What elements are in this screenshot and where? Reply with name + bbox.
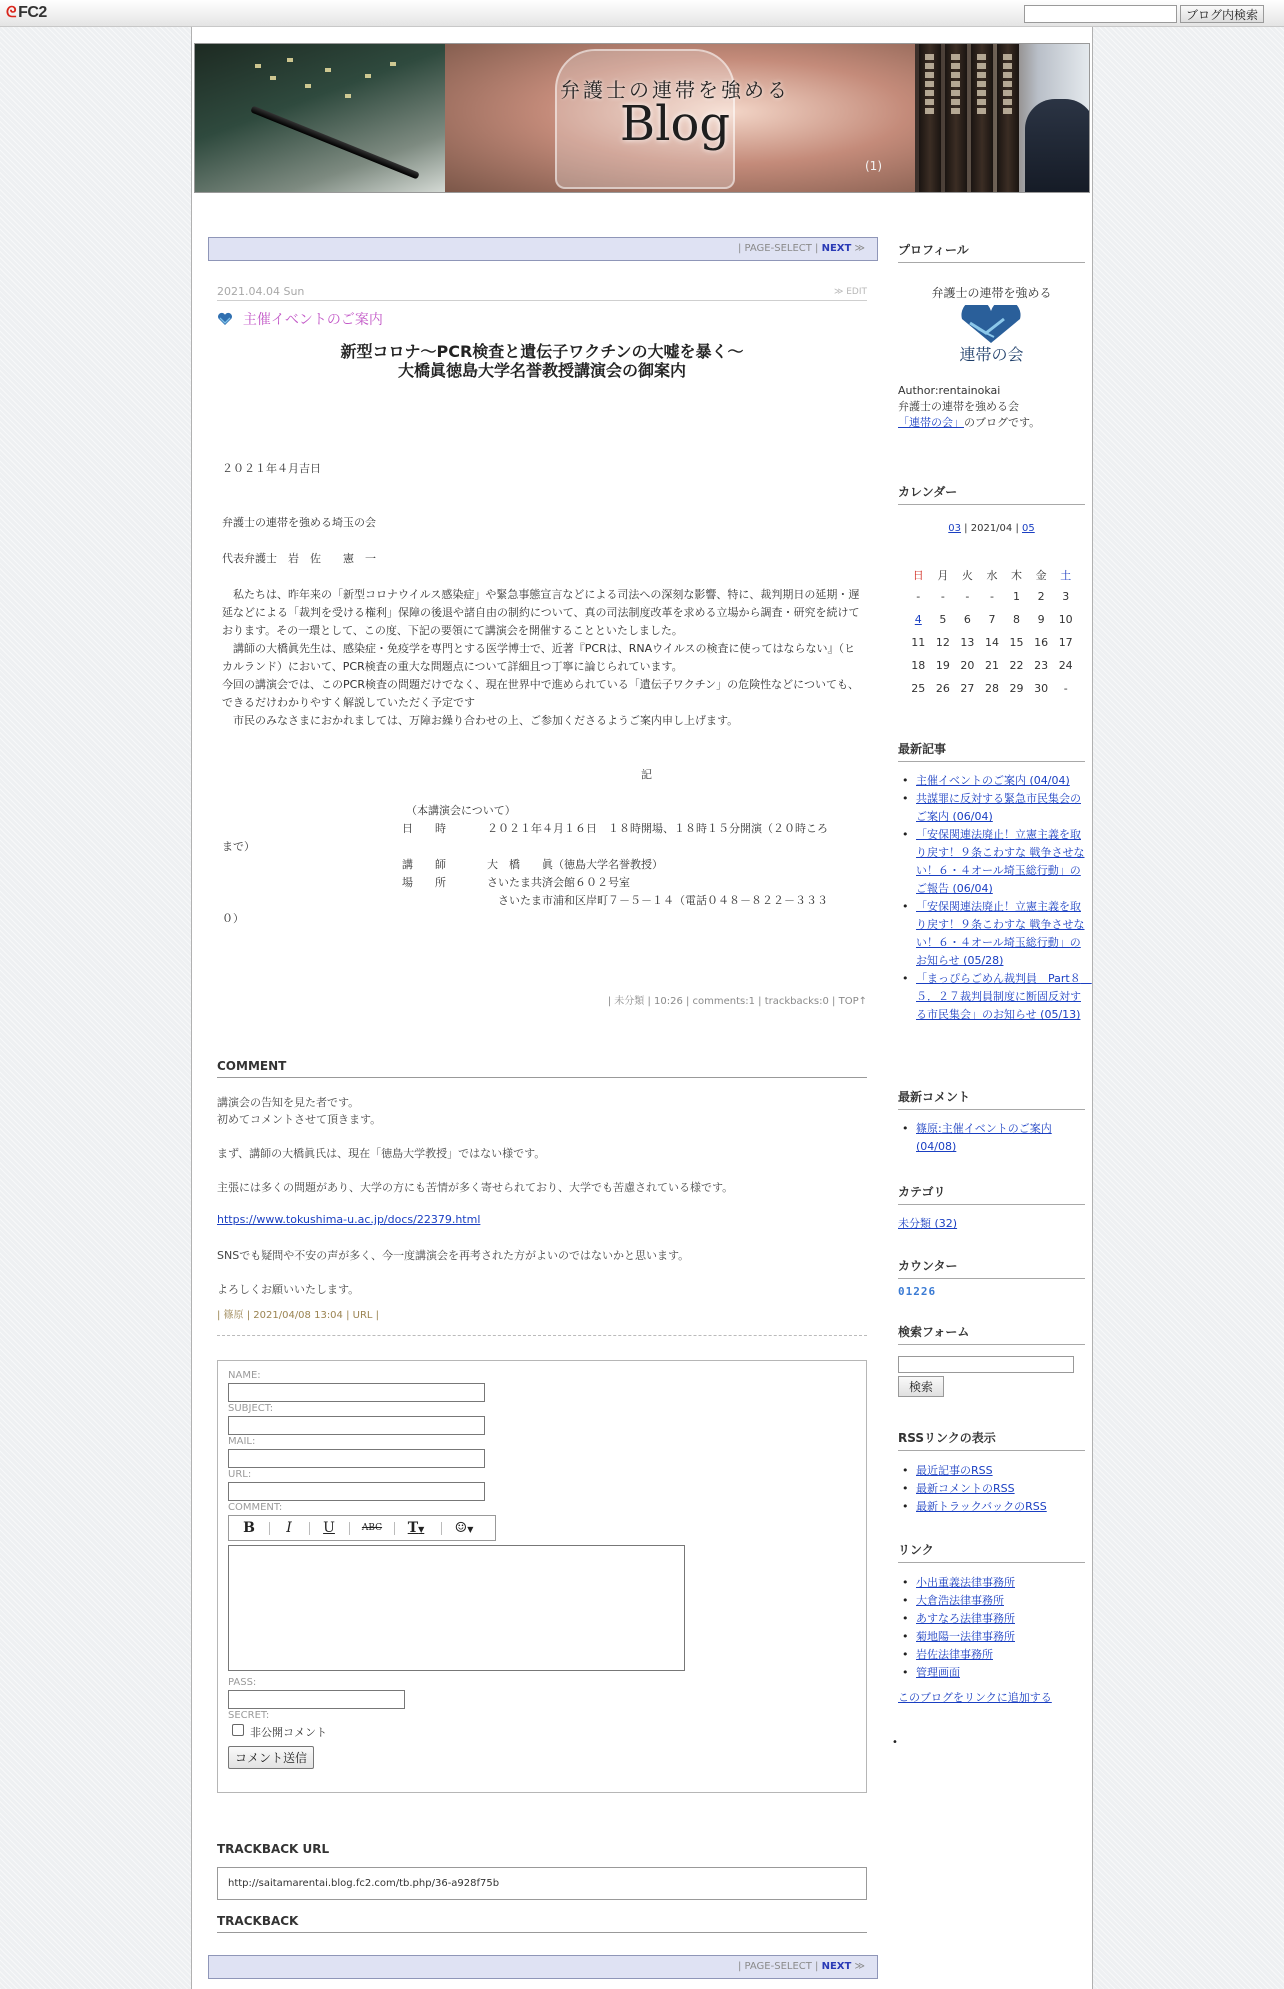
secret-checkbox[interactable] [232,1724,244,1736]
underline-button[interactable]: U [323,1520,335,1536]
entry-address-cont: ０） [222,912,244,925]
calendar-title: カレンダー [898,483,1085,505]
calendar-week-row [906,677,1078,700]
comment-line-5: SNSでも疑問や不安の声が多く、今一度講演会を再考された方がよいのではないかと思います。 [217,1249,690,1262]
calendar-table [906,565,1078,700]
bold-button[interactable]: B [243,1520,255,1536]
list-item [898,1120,1085,1156]
entry-date-row [217,285,867,301]
profile-suffix: のブログです。 [964,416,1041,429]
calendar-weekday: 日 [912,569,924,582]
calendar-weekday: 月 [937,569,949,582]
entry-date-label: 日 時 [402,822,446,835]
profile-title: プロフィール [898,241,1085,263]
page-select-label: | PAGE-SELECT | [737,1961,819,1972]
entry-lecturer-label: 講 師 [402,858,446,871]
list-item [898,790,1085,826]
strike-button[interactable]: ABC [361,1523,383,1533]
calendar-day: 28 [984,682,999,695]
name-input[interactable] [228,1383,485,1402]
fc2-top-bar [0,0,1284,27]
profile-link[interactable]: 「連帯の会」 [898,416,964,429]
stray-bullet: • [892,1737,898,1748]
list-item-link[interactable]: 岩佐法律事務所 [916,1648,993,1661]
list-item [898,1628,1085,1646]
calendar-week-row [906,631,1078,654]
list-item [898,1462,1085,1480]
banner-pen-image [250,106,420,180]
trackback-url-heading: TRACKBACK URL [217,1842,330,1856]
calendar-day: 10 [1058,613,1073,626]
caret-down-icon: ▼ [418,1524,425,1534]
fc2-logo[interactable] [6,4,47,22]
visitor-counter: 01226 [898,1285,937,1298]
calendar-week-row [906,608,1078,631]
submit-comment-button[interactable]: コメント送信 [228,1746,314,1769]
entry-date-line: ２０２１年４月吉日 [222,462,321,475]
list-item [898,1480,1085,1498]
list-item-link[interactable]: 篠原:主催イベントのご案内 (04/08) [916,1122,1052,1153]
calendar-day: 9 [1037,613,1045,626]
comment-label: COMMENT: [228,1502,283,1513]
list-item-link[interactable]: 共謀罪に反対する緊急市民集会のご案内 (06/04) [916,792,1081,823]
list-item [898,1646,1085,1664]
entry-para-4: できるだけわかりやすく解説していただく予定です [222,696,475,709]
recent-comments-list [898,1120,1085,1156]
category-title: カテゴリ [898,1183,1085,1205]
profile-tagline: 弁護士の連帯を強める [931,286,1052,300]
subject-input[interactable] [228,1416,485,1435]
calendar-day-link[interactable]: 4 [914,613,922,626]
recent-posts-title: 最新記事 [898,740,1085,762]
calendar-day: 13 [960,636,975,649]
url-label: URL: [228,1469,252,1480]
calendar-day: 12 [935,636,950,649]
list-item-link[interactable]: 「安保関連法廃止！立憲主義を取り戻す！９条こわすな 戦争させない！６・４オール埼玉総行動」のご報告 (06/04) [916,828,1085,895]
entry-heading [217,342,867,380]
comment-line-4: 主張には多くの問題があり、大学の方にも苦情が多く寄せられており、大学でも苦慮されている様です。 [217,1181,734,1194]
calendar-next-link[interactable]: 05 [1022,523,1035,534]
profile-logo-text: 連帯の会 [959,345,1024,364]
next-page-link[interactable]: NEXT [821,1961,852,1972]
caret-down-icon: ▼ [467,1525,474,1534]
sidebar-search-input[interactable] [898,1356,1074,1373]
text-format-label: T [407,1520,419,1536]
banner-subtitle: 弁護士の連帯を強める [560,78,790,102]
comment-line-2: 初めてコメントさせて頂きます。 [217,1113,382,1126]
category-row [898,1216,1085,1232]
list-item [898,826,1085,898]
italic-button[interactable]: I [286,1520,292,1536]
calendar-weekday: 木 [1011,569,1023,582]
calendar-day: 29 [1009,682,1024,695]
rss-list [898,1462,1085,1516]
category-link[interactable]: 未分類 (32) [898,1217,958,1230]
calendar-day: 20 [960,659,975,672]
subject-label: SUBJECT: [228,1403,274,1414]
calendar-day: - [989,590,994,603]
pass-label: PASS: [228,1677,257,1688]
calendar-day: 27 [960,682,975,695]
list-item-link[interactable]: 「まっぴらごめん裁判員 Part８ ５．２７裁判員制度に断固反対する市民集会」のお知らせ (05/13) [916,972,1092,1021]
entry-edit-link[interactable]: ≫ EDIT [833,287,867,297]
links-title: リンク [898,1541,1085,1563]
calendar-weekday: 火 [961,569,973,582]
comment-line-1: 講演会の告知を見た者です。 [217,1096,360,1109]
blog-banner[interactable] [194,43,1090,193]
entry-para-5: 市民のみなさまにおかれましては、万障お繰り合わせの上、ご参加くださるようご案内申し上げます。 [233,714,739,727]
fc2-logo-text: FC2 [18,4,47,21]
list-item-link[interactable]: 最新トラックバックのRSS [916,1500,1047,1513]
calendar-header-row [906,565,1078,585]
entry-address: さいたま市浦和区岸町７－５－１４（電話０４８－８２２－３３３ [498,894,828,907]
pass-input[interactable] [228,1690,405,1709]
list-item [898,1664,1085,1682]
mail-label: MAIL: [228,1436,256,1447]
entry-lecturer-value: 大 橋 眞（徳島大学名誉教授） [487,858,663,871]
category-heart-icon [217,312,233,326]
list-item [898,970,1092,1024]
calendar-day: 3 [1062,590,1070,603]
entry-about: （本講演会について） [406,804,516,817]
list-item [898,1498,1085,1516]
mail-input[interactable] [228,1449,485,1468]
entry-para-1: 私たちは、昨年来の「新型コロナウイルス感染症」や緊急事態宣言などによる司法への深刻な影響、特に、裁判期日の延期・遅延などによる「裁判を受ける権利」保障の後退や諸自由の制約について、真の司法制度改革を求める立場から調査・研究を続けております。その一環として、この度、下記の要領にて講演会を開催することといたしました。 [222,588,860,637]
list-item [898,1574,1085,1592]
calendar-day: 17 [1058,636,1073,649]
calendar-weekday: 金 [1035,569,1047,582]
blog-search-input[interactable] [1024,5,1177,23]
entry-date-value: ２０２１年４月１６日 １８時開場、１８時１５分開演（２０時ころ [487,822,828,835]
comment-textarea[interactable] [228,1545,685,1671]
blog-search-button[interactable]: ブログ内検索 [1180,5,1264,23]
entry-place-value: さいたま共済会館６０２号室 [487,876,630,889]
list-item-link[interactable]: 「安保関連法廃止！立憲主義を取り戻す！９条こわすな 戦争させない！６・４オール埼玉総行動」のお知らせ (05/28) [916,900,1085,967]
calendar-day: 15 [1009,636,1024,649]
next-arrow-icon: ≫ [854,1961,865,1972]
calendar-day: 8 [1013,613,1021,626]
list-item-link[interactable]: 主催イベントのご案内 (04/04) [916,774,1070,787]
calendar-day: 5 [939,613,947,626]
list-item [898,898,1085,970]
calendar-day: 11 [911,636,926,649]
list-item-link[interactable]: あすなろ法律事務所 [916,1612,1015,1625]
calendar-week-row [906,654,1078,677]
calendar-day: 24 [1058,659,1073,672]
list-item-link[interactable]: 菊地陽一法律事務所 [916,1630,1015,1643]
banner-mark: (1) [865,159,882,173]
comment-form [217,1360,867,1793]
entry-title-row [217,309,383,329]
url-input[interactable] [228,1482,485,1501]
profile-author: Author:rentainokai [898,384,1001,397]
emoji-icon: ☺ [454,1520,468,1536]
page-select-bar-top [208,237,878,261]
rss-title: RSSリンクの表示 [898,1429,1085,1451]
calendar-day: 21 [984,659,999,672]
editor-toolbar [228,1515,496,1541]
comment-line-6: よろしくお願いいたします。 [217,1283,360,1296]
calendar-month: | 2021/04 | [961,523,1022,534]
page-container [191,27,1093,1989]
calendar-day: 16 [1034,636,1049,649]
emoji-button[interactable] [447,1516,481,1540]
entry-title[interactable]: 主催イベントのご案内 [242,312,383,328]
links-list [898,1574,1085,1682]
fc2-logo-icon: ᘓ [6,4,17,21]
calendar-weekday: 水 [986,569,998,582]
calendar-day: 30 [1034,682,1049,695]
list-item-link[interactable]: 最新コメントのRSS [916,1482,1015,1495]
banner-city-image [195,44,445,193]
entry-para-2: 講師の大橋眞先生は、感染症・免疫学を専門とする医学博士で、近著『PCRは、RNAウイルスの検査に使ってはならない』（ヒカルランド）において、PCR検査の重大な問題点について詳細且つ丁寧に論じられています。 [222,642,855,673]
search-form-title: 検索フォーム [898,1323,1085,1345]
sidebar-search-button[interactable]: 検索 [898,1376,944,1397]
list-item-link[interactable]: 管理画面 [916,1666,960,1679]
entry-footer[interactable]: | 未分類 | 10:26 | comments:1 | trackbacks:0 | TOP↑ [607,996,867,1007]
profile-link-row [898,415,1085,431]
calendar-day: 19 [935,659,950,672]
calendar-week-row [906,585,1078,608]
calendar-day: 14 [984,636,999,649]
calendar-day: 2 [1037,590,1045,603]
calendar-day: 7 [988,613,996,626]
banner-title: Blog [619,96,731,152]
calendar-day: 1 [1013,590,1021,603]
list-item [898,1610,1085,1628]
calendar-day: 26 [935,682,950,695]
entry-body [222,586,862,730]
counter-title: カウンター [898,1257,1085,1279]
handshake-logo-icon [956,305,1026,345]
calendar-day: 22 [1009,659,1024,672]
entry-rep: 代表弁護士 岩 佐 憲 一 [222,552,376,565]
calendar-day: 23 [1034,659,1049,672]
list-item [898,1592,1085,1610]
entry-date-cont: まで） [222,840,255,853]
entry-place-label: 場 所 [402,876,446,889]
list-item-link[interactable]: 小出重義法律事務所 [916,1576,1015,1589]
next-arrow-icon: ≫ [854,243,865,254]
name-label: NAME: [228,1370,261,1381]
next-page-link[interactable]: NEXT [821,243,852,254]
calendar-day: - [965,590,970,603]
entry-heading-line1: 新型コロナ～PCR検査と遺伝子ワクチンの大嘘を暴く～ [340,342,744,361]
entry-date: 2021.04.04 Sun [217,285,305,298]
calendar-day: 6 [963,613,971,626]
calendar-day: 25 [911,682,926,695]
comment-meta[interactable]: | 篠原 | 2021/04/08 13:04 | URL | [217,1306,867,1336]
page-select-label: | PAGE-SELECT | [737,243,819,254]
add-link[interactable]: このブログをリンクに追加する [898,1691,1052,1704]
calendar-weekday: 土 [1060,569,1072,582]
list-item [898,772,1085,790]
entry-heading-line2: 大橋眞徳島大学名誉教授講演会の御案内 [397,361,686,380]
list-item-link[interactable]: 最近記事のRSS [916,1464,993,1477]
calendar-day: - [940,590,945,603]
secret-checkbox-label: 非公開コメント [250,1726,327,1739]
trackback-heading: TRACKBACK [217,1914,867,1933]
calendar-day: - [1063,682,1068,695]
calendar-day: - [916,590,921,603]
banner-person-image [1025,99,1090,193]
secret-label: SECRET: [228,1710,270,1721]
text-format-button[interactable] [401,1516,431,1540]
page-select-bar-bottom [208,1955,878,1979]
recent-posts-list [898,772,1092,1024]
recent-comments-title: 最新コメント [898,1088,1085,1110]
comment-link[interactable]: https://www.tokushima-u.ac.jp/docs/22379.html [217,1213,481,1226]
calendar-nav [898,521,1085,537]
calendar-day[interactable] [906,608,931,631]
entry-para-3: 今回の講演会では、このPCR検査の問題だけでなく、現在世界中で進められている「遺伝子ワクチン」の危険性などについても、 [222,678,859,691]
comment-heading: COMMENT [217,1059,867,1078]
calendar-prev-link[interactable]: 03 [948,523,961,534]
entry-ki: 記 [641,768,652,781]
profile-org: 弁護士の連帯を強める会 [898,400,1019,413]
comment-line-3: まず、講師の大橋眞氏は、現在「徳島大学教授」ではない様です。 [217,1147,546,1160]
trackback-url-box[interactable]: http://saitamarentai.blog.fc2.com/tb.php/36-a928f75b [217,1867,867,1900]
calendar-day: 18 [911,659,926,672]
entry-org: 弁護士の連帯を強める埼玉の会 [222,516,376,529]
add-link-row [898,1690,1085,1706]
list-item-link[interactable]: 大倉浩法律事務所 [916,1594,1004,1607]
